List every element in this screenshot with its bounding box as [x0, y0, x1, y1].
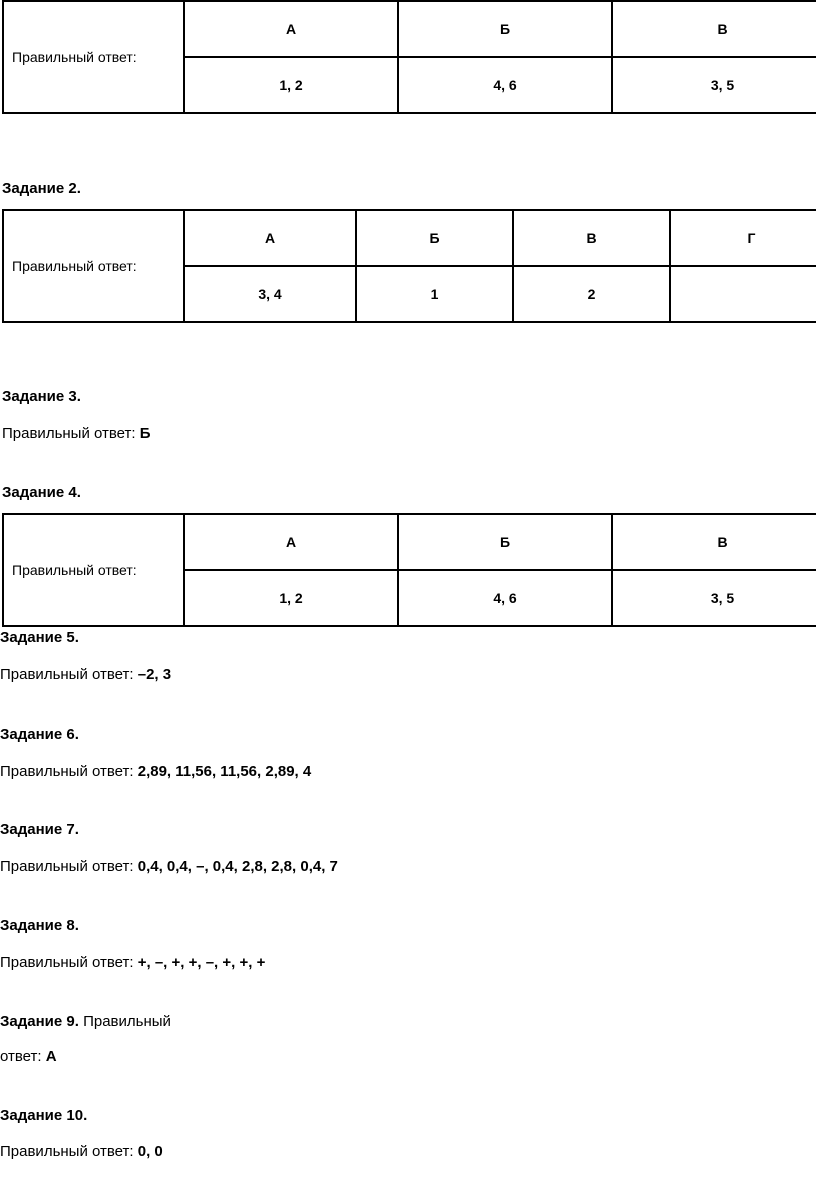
answer-prefix: Правильный ответ: [0, 1143, 138, 1160]
answer-value: –2, 3 [137, 666, 172, 683]
answer-cell-v: 3, 5 [612, 57, 816, 113]
task1-answer-table [2, 0, 816, 114]
answer-label: Правильный ответ: [3, 210, 184, 322]
column-header-b: Б [398, 514, 612, 570]
task10-answer-line [0, 1143, 163, 1160]
task6-heading: Задание 6. [0, 726, 79, 743]
answer-prefix: Правильный ответ: [2, 425, 140, 442]
task7-answer-line [0, 858, 338, 875]
column-header-a: А [184, 210, 356, 266]
answer-cell-b: 4, 6 [398, 57, 612, 113]
task5-answer-line [0, 666, 171, 683]
answer-label: Правильный ответ: [3, 514, 184, 626]
answer-label: Правильный ответ: [3, 1, 184, 113]
column-header-g: Г [670, 210, 816, 266]
task9-heading-line [0, 1013, 171, 1030]
task2-answer-table [2, 209, 816, 323]
answer-prefix: Правильный ответ: [0, 858, 138, 875]
answer-prefix-part1: Правильный [78, 1013, 171, 1030]
answer-cell-v: 3, 5 [612, 570, 816, 626]
column-header-b: Б [356, 210, 513, 266]
task3-answer-line [2, 425, 151, 442]
answer-value: 2,89, 11,56, 11,56, 2,89, 4 [137, 763, 312, 780]
task9-answer-line [0, 1048, 57, 1065]
answer-cell-b: 4, 6 [398, 570, 612, 626]
answer-prefix-part2: ответ: [0, 1048, 46, 1065]
answer-cell-b: 1 [356, 266, 513, 322]
answer-cell-a: 1, 2 [184, 57, 398, 113]
task4-answer-table [2, 513, 816, 627]
answer-value: +, –, +, +, –, +, +, + [137, 954, 266, 971]
column-header-b: Б [398, 1, 612, 57]
answer-value: А [45, 1048, 57, 1065]
answer-cell-g [670, 266, 816, 322]
column-header-v: В [612, 1, 816, 57]
column-header-a: А [184, 1, 398, 57]
answer-prefix: Правильный ответ: [0, 954, 138, 971]
column-header-v: В [612, 514, 816, 570]
answer-prefix: Правильный ответ: [0, 666, 138, 683]
task9-heading: Задание 9. [0, 1013, 79, 1030]
task2-heading: Задание 2. [2, 180, 81, 197]
task4-heading: Задание 4. [2, 484, 81, 501]
answer-value: 0,4, 0,4, –, 0,4, 2,8, 2,8, 0,4, 7 [137, 858, 338, 875]
answer-value: Б [139, 425, 151, 442]
column-header-a: А [184, 514, 398, 570]
task6-answer-line [0, 763, 311, 780]
task8-answer-line [0, 954, 265, 971]
task5-heading: Задание 5. [0, 629, 79, 646]
answer-value: 0, 0 [137, 1143, 163, 1160]
answer-cell-a: 1, 2 [184, 570, 398, 626]
answer-cell-a: 3, 4 [184, 266, 356, 322]
task7-heading: Задание 7. [0, 821, 79, 838]
task3-heading: Задание 3. [2, 388, 81, 405]
task10-heading: Задание 10. [0, 1107, 88, 1124]
column-header-v: В [513, 210, 670, 266]
answer-cell-v: 2 [513, 266, 670, 322]
task8-heading: Задание 8. [0, 917, 79, 934]
answer-prefix: Правильный ответ: [0, 763, 138, 780]
